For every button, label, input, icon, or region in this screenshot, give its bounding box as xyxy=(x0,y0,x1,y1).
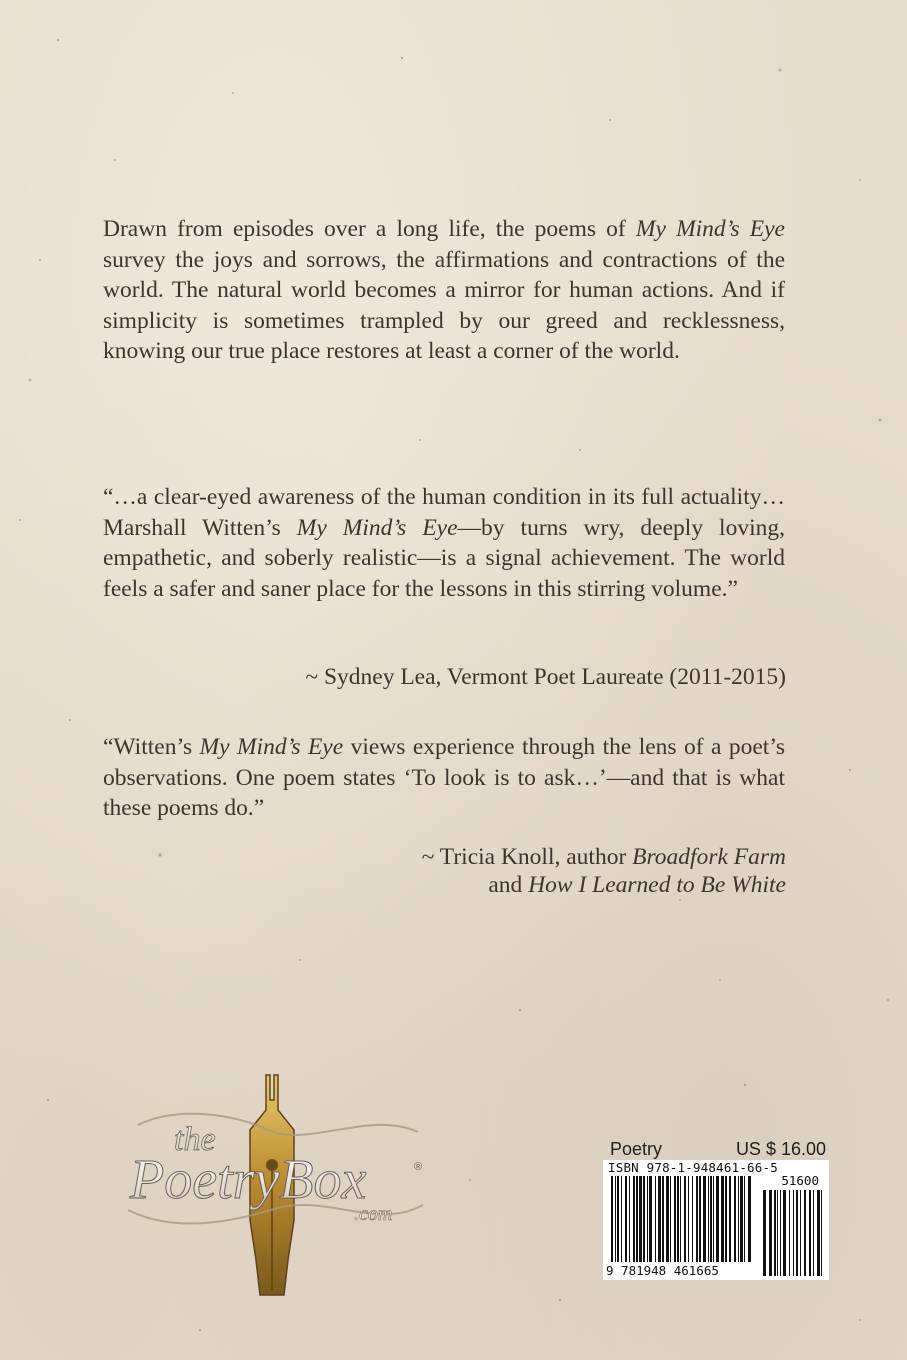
barcode-bar xyxy=(655,1176,656,1262)
barcode-bar xyxy=(721,1176,724,1262)
barcode-bar xyxy=(699,1176,701,1262)
addon-bar xyxy=(817,1190,820,1276)
addon-bar xyxy=(796,1190,798,1276)
addon-bar xyxy=(777,1190,778,1276)
quote1-text-start: “…a clear-eyed awareness of the human condition in its full actuality…Marshall Witten’s xyxy=(103,484,785,541)
barcode-bar xyxy=(710,1176,712,1262)
barcode-bar xyxy=(629,1176,630,1262)
logo-registered: ® xyxy=(414,1161,423,1173)
addon-bar xyxy=(789,1190,790,1276)
barcode-bar xyxy=(611,1176,613,1262)
attribution-line-1 xyxy=(422,843,786,871)
price-row xyxy=(610,1139,826,1160)
price-category: Poetry xyxy=(610,1139,663,1159)
barcode-bar xyxy=(625,1176,627,1262)
addon-bar xyxy=(793,1190,794,1276)
addon-bar xyxy=(783,1190,786,1276)
addon-bar xyxy=(780,1190,781,1276)
price-amount: US $ 16.00 xyxy=(735,1139,826,1159)
barcode-bar xyxy=(662,1176,664,1262)
barcode-bar xyxy=(688,1176,689,1262)
quote2-text-end: views experience through the lens of a poet’s observations. One poem states ‘To look is to ask…’—and that is what these poems do.” xyxy=(103,734,785,821)
addon-bar xyxy=(809,1190,811,1276)
addon-bar xyxy=(821,1190,822,1276)
book-title-italic: My Mind’s Eye xyxy=(199,734,344,760)
logo-domain: .com xyxy=(354,1203,393,1225)
barcode-bar xyxy=(658,1176,661,1262)
barcode-bar xyxy=(696,1176,698,1262)
blurb-text-end: survey the joys and sorrows, the affirmations and contractions of the world. The natural world becomes a mirror for human actions. And if simplicity is sometimes trampled by our greed and recklessness, knowing our true place restores at least a corner of the world. xyxy=(103,246,785,364)
attribution-line-2 xyxy=(422,871,786,899)
review-quote-1 xyxy=(103,482,785,604)
addon-bar xyxy=(813,1190,814,1276)
attribution-author: ~ Tricia Knoll, author xyxy=(421,844,633,870)
review-quote-2 xyxy=(103,732,785,824)
review-attribution-2 xyxy=(422,843,786,899)
barcode-bar xyxy=(615,1176,616,1262)
barcode-bar xyxy=(748,1176,751,1262)
quote1-text-end: —by turns wry, deeply loving, empathetic, and soberly realistic—is a signal achievement. The world feels a safer and saner place for the lessons in this stirring volume.” xyxy=(103,514,785,602)
barcode-bar xyxy=(692,1176,693,1262)
barcode-bar xyxy=(713,1176,714,1262)
barcode-bar xyxy=(633,1176,635,1262)
barcode-bar xyxy=(666,1176,669,1262)
barcode-bar xyxy=(621,1176,622,1262)
barcode-bar xyxy=(729,1176,731,1262)
attribution-and: and xyxy=(488,872,529,898)
barcode-bar xyxy=(639,1176,642,1262)
isbn-barcode xyxy=(603,1160,829,1280)
attribution-book-2: How I Learned to Be White xyxy=(528,872,786,898)
price-addon-digits: 51600 xyxy=(781,1173,819,1188)
book-title-italic: My Mind’s Eye xyxy=(296,514,458,541)
logo-the: the xyxy=(174,1121,216,1158)
barcode-bar xyxy=(684,1176,686,1262)
barcode-bar xyxy=(670,1176,671,1262)
barcode-bar xyxy=(738,1176,739,1262)
addon-bar xyxy=(774,1190,776,1276)
publisher-logo xyxy=(118,1070,438,1300)
barcode-bar xyxy=(636,1176,638,1262)
addon-bar xyxy=(769,1190,772,1276)
addon-bar xyxy=(800,1190,801,1276)
barcode-bar xyxy=(725,1176,727,1262)
barcode-bar xyxy=(703,1176,706,1262)
attribution-book-1: Broadfork Farm xyxy=(632,844,786,870)
barcode-bar xyxy=(680,1176,681,1262)
addon-bar xyxy=(804,1190,806,1276)
barcode-bar xyxy=(708,1176,709,1262)
barcode-bar xyxy=(740,1176,743,1262)
barcode-bar xyxy=(734,1176,736,1262)
barcode-bar xyxy=(677,1176,679,1262)
book-title-italic: My Mind’s Eye xyxy=(635,216,785,242)
back-cover-blurb xyxy=(103,214,785,367)
barcode-bar xyxy=(617,1176,619,1262)
barcode-bar xyxy=(647,1176,648,1262)
isbn-text: ISBN 978-1-948461-66-5 xyxy=(608,1160,778,1175)
logo-name: PoetryBox xyxy=(130,1149,367,1211)
addon-bar xyxy=(763,1190,766,1276)
barcode-digits: 9 781948 461665 xyxy=(606,1263,719,1278)
barcode-bar xyxy=(674,1176,676,1262)
blurb-text-start: Drawn from episodes over a long life, the poems of xyxy=(103,216,636,242)
barcode-bar xyxy=(744,1176,745,1262)
barcode-bar xyxy=(716,1176,719,1262)
review-attribution-1: ~ Sydney Lea, Vermont Poet Laureate (2011-2015) xyxy=(305,664,786,690)
barcode-bar xyxy=(643,1176,645,1262)
barcode-bar xyxy=(649,1176,652,1262)
quote2-text-start: “Witten’s xyxy=(103,734,200,760)
